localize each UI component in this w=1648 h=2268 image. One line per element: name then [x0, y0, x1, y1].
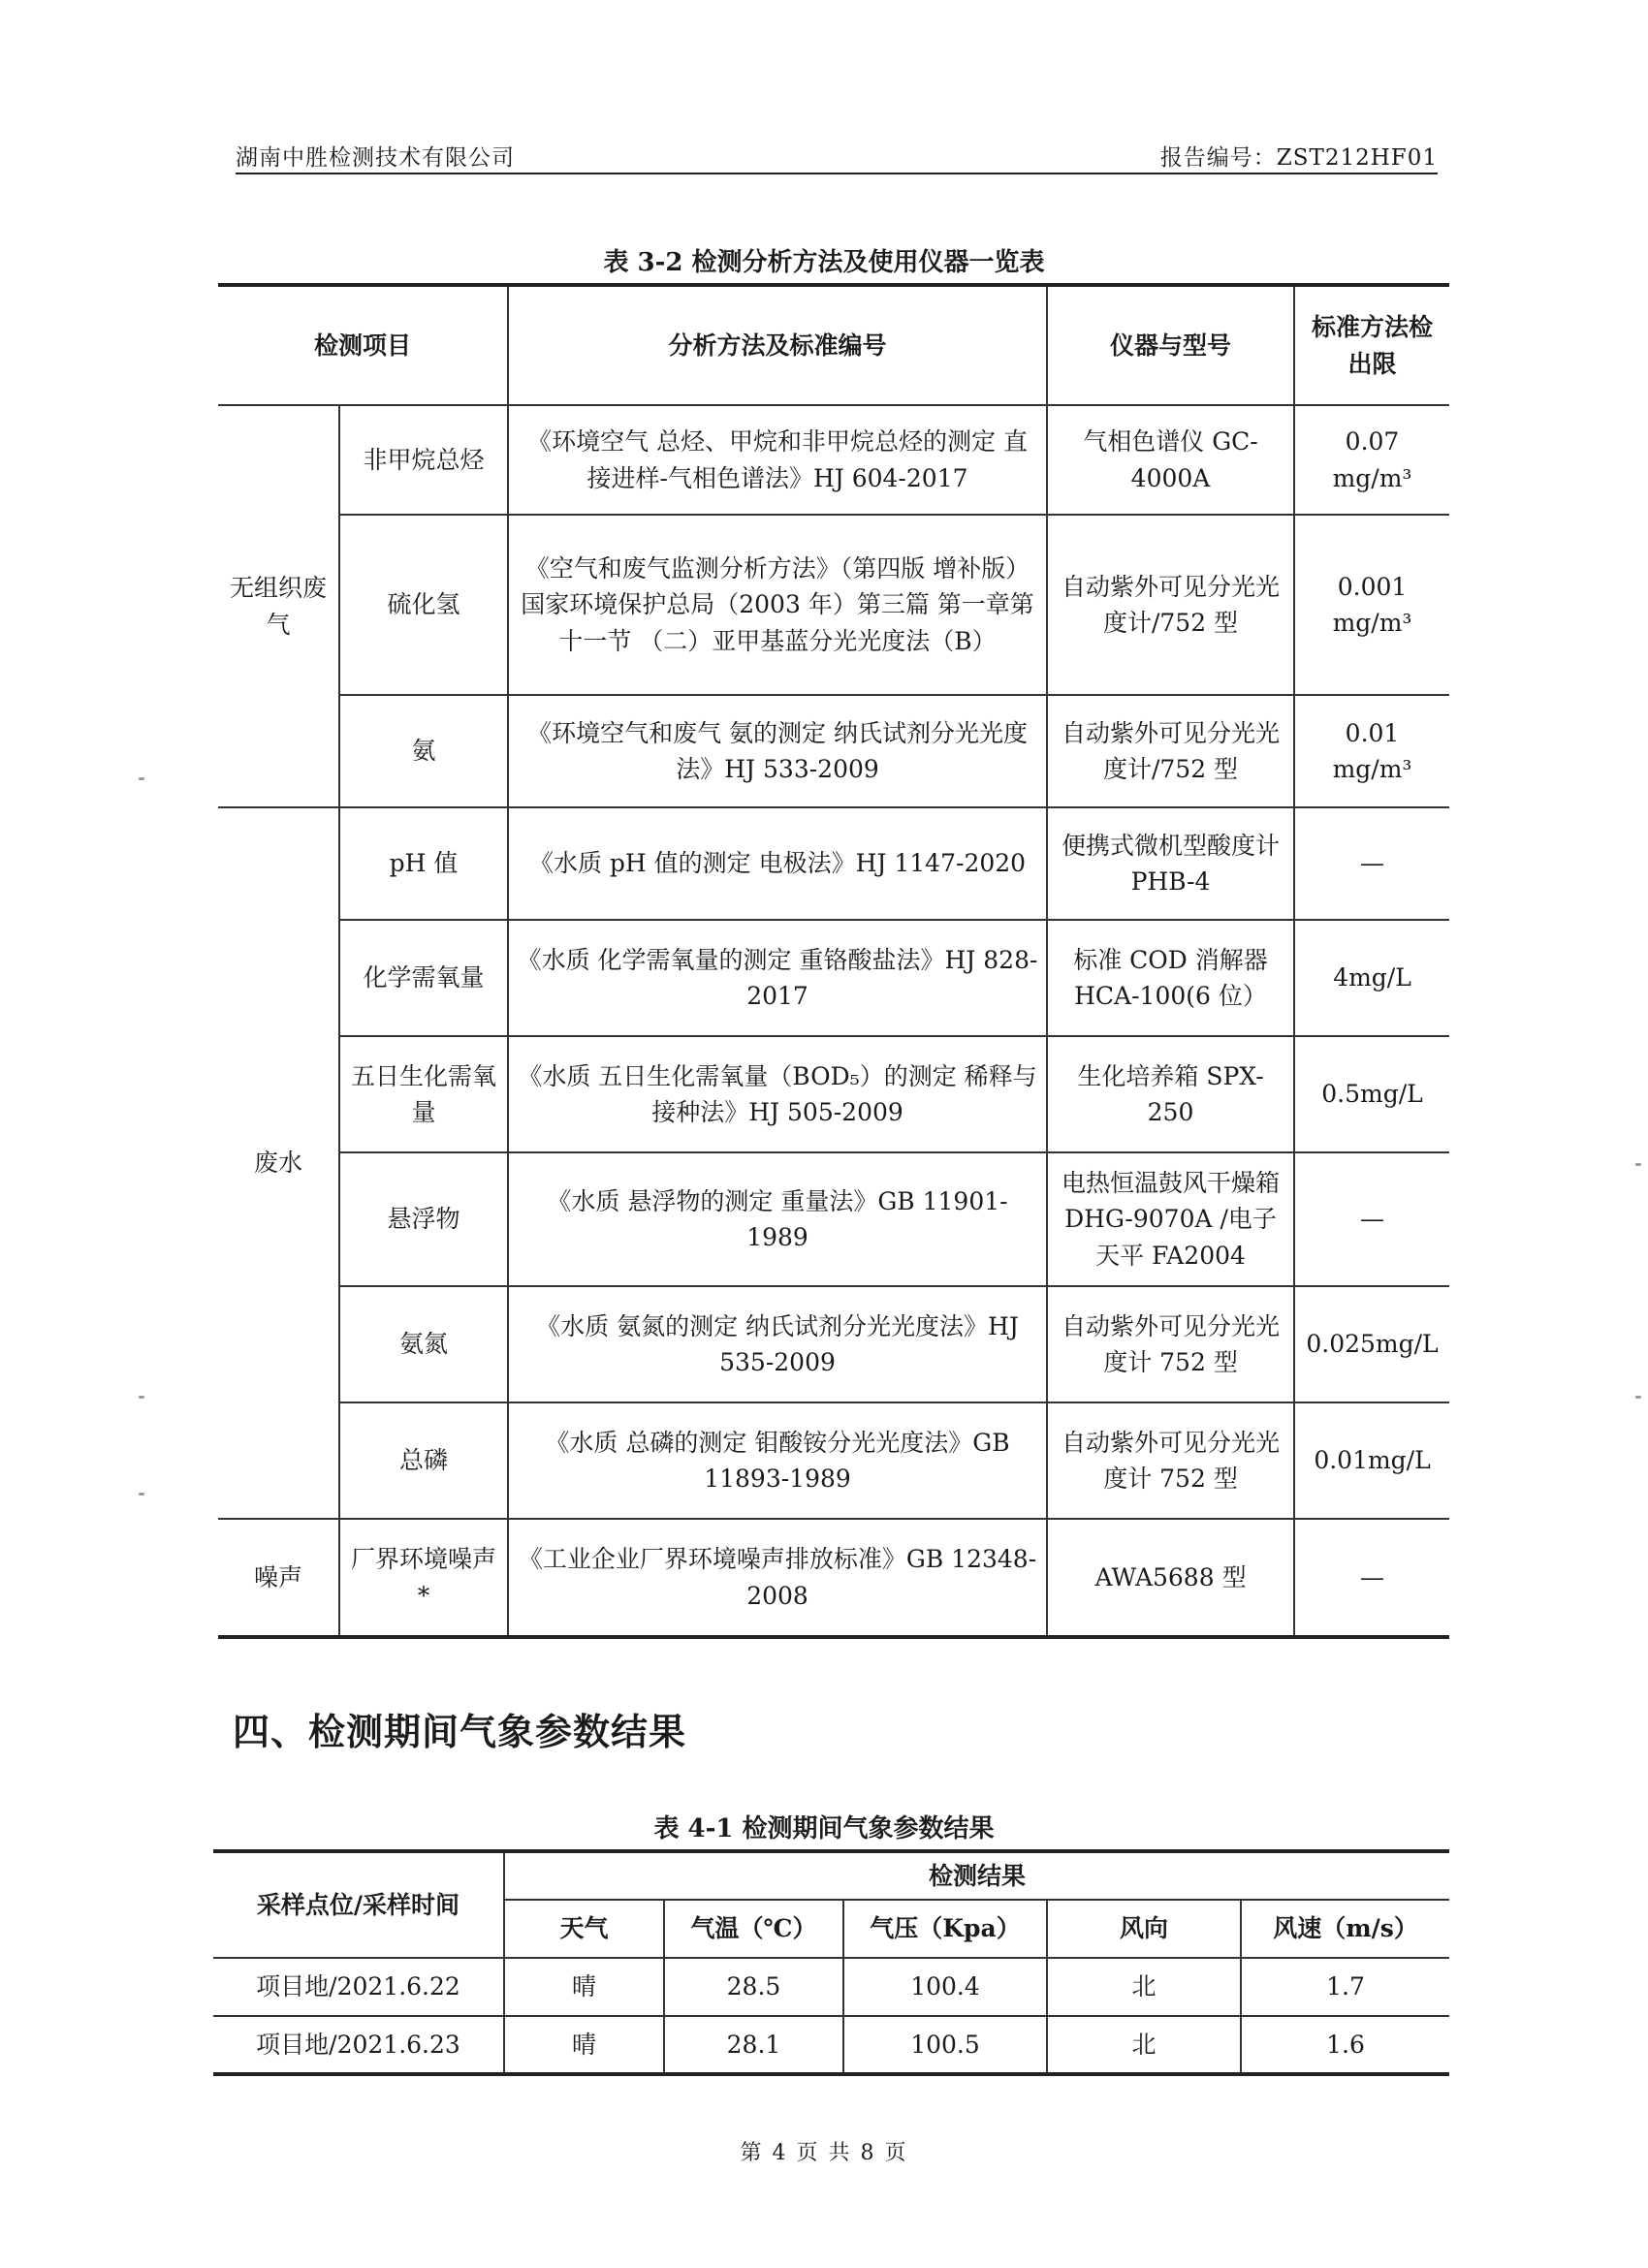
limit-cell: 0.025mg/L	[1294, 1286, 1449, 1402]
scan-speck	[1635, 1396, 1641, 1399]
col-temperature: 气温（℃）	[664, 1900, 843, 1958]
table-row	[218, 1152, 1449, 1286]
header-item: 检测项目	[218, 285, 508, 405]
method-cell: 《环境空气 总烃、甲烷和非甲烷总烃的测定 直接进样-气相色谱法》HJ 604-2017	[508, 405, 1047, 515]
wind-direction-cell: 北	[1047, 2016, 1241, 2074]
table-4-1-caption: 表 4-1 检测期间气象参数结果	[653, 1814, 995, 1843]
limit-cell: 0.07 mg/m³	[1294, 405, 1449, 515]
page-number: 第 4 页 共 8 页	[740, 2141, 908, 2165]
scan-speck	[139, 777, 144, 780]
limit-cell: —	[1294, 807, 1449, 920]
table-row	[218, 695, 1449, 807]
wind-speed-cell: 1.7	[1241, 1958, 1449, 2016]
weather-cell: 晴	[504, 2016, 664, 2074]
table-row	[213, 2016, 1449, 2074]
limit-cell: 0.01mg/L	[1294, 1402, 1449, 1519]
item-cell: 五日生化需氧量	[339, 1036, 508, 1152]
table-row	[218, 1286, 1449, 1402]
wind-direction-cell: 北	[1047, 1958, 1241, 2016]
temperature-cell: 28.1	[664, 2016, 843, 2074]
page-header	[236, 136, 1438, 174]
limit-cell: —	[1294, 1152, 1449, 1286]
method-cell: 《水质 化学需氧量的测定 重铬酸盐法》HJ 828-2017	[508, 920, 1047, 1036]
table-row	[218, 920, 1449, 1036]
wind-speed-cell: 1.6	[1241, 2016, 1449, 2074]
item-cell: 氨氮	[339, 1286, 508, 1402]
header-instrument: 仪器与型号	[1047, 285, 1294, 405]
method-cell: 《水质 悬浮物的测定 重量法》GB 11901-1989	[508, 1152, 1047, 1286]
limit-cell: —	[1294, 1519, 1449, 1637]
instrument-cell: 自动紫外可见分光光度计 752 型	[1047, 1286, 1294, 1402]
scan-speck	[139, 1493, 144, 1496]
methods-table	[218, 283, 1449, 1639]
report-number: 报告编号：ZST212HF01	[1159, 145, 1438, 171]
group-label: 废水	[218, 807, 339, 1519]
header-limit: 标准方法检出限	[1294, 285, 1449, 405]
instrument-cell: 生化培养箱 SPX-250	[1047, 1036, 1294, 1152]
scan-speck	[139, 1396, 144, 1399]
method-cell: 《环境空气和废气 氨的测定 纳氏试剂分光光度法》HJ 533-2009	[508, 695, 1047, 807]
point-cell: 项目地/2021.6.23	[213, 2016, 504, 2074]
instrument-cell: 自动紫外可见分光光度计/752 型	[1047, 515, 1294, 695]
temperature-cell: 28.5	[664, 1958, 843, 2016]
col-wind-speed: 风速（m/s）	[1241, 1900, 1449, 1958]
pressure-cell: 100.4	[843, 1958, 1047, 2016]
method-cell: 《水质 五日生化需氧量（BOD₅）的测定 稀释与接种法》HJ 505-2009	[508, 1036, 1047, 1152]
item-cell: 氨	[339, 695, 508, 807]
section-heading: 四、检测期间气象参数结果	[233, 1711, 687, 1753]
pressure-cell: 100.5	[843, 2016, 1047, 2074]
instrument-cell: 电热恒温鼓风干燥箱 DHG-9070A /电子天平 FA2004	[1047, 1152, 1294, 1286]
col-weather: 天气	[504, 1900, 664, 1958]
instrument-cell: 自动紫外可见分光光度计 752 型	[1047, 1402, 1294, 1519]
limit-cell: 0.001 mg/m³	[1294, 515, 1449, 695]
instrument-cell: 便携式微机型酸度计 PHB-4	[1047, 807, 1294, 920]
instrument-cell: 标准 COD 消解器 HCA-100(6 位）	[1047, 920, 1294, 1036]
col-wind-direction: 风向	[1047, 1900, 1241, 1958]
method-cell: 《水质 总磷的测定 钼酸铵分光光度法》GB 11893-1989	[508, 1402, 1047, 1519]
instrument-cell: 自动紫外可见分光光度计/752 型	[1047, 695, 1294, 807]
limit-cell: 0.01 mg/m³	[1294, 695, 1449, 807]
group-label: 噪声	[218, 1519, 339, 1637]
weather-cell: 晴	[504, 1958, 664, 2016]
table-row	[218, 1519, 1449, 1637]
item-cell: 悬浮物	[339, 1152, 508, 1286]
method-cell: 《水质 氨氮的测定 纳氏试剂分光光度法》HJ 535-2009	[508, 1286, 1047, 1402]
group-label: 无组织废气	[218, 405, 339, 807]
table-row	[218, 1402, 1449, 1519]
header-method: 分析方法及标准编号	[508, 285, 1047, 405]
limit-cell: 4mg/L	[1294, 920, 1449, 1036]
point-header: 采样点位/采样时间	[213, 1851, 504, 1958]
scan-speck	[1635, 1163, 1641, 1166]
table-row	[213, 1958, 1449, 2016]
result-header: 检测结果	[504, 1851, 1449, 1900]
item-cell: 总磷	[339, 1402, 508, 1519]
table-row	[218, 405, 1449, 515]
limit-cell: 0.5mg/L	[1294, 1036, 1449, 1152]
instrument-cell: 气相色谱仪 GC-4000A	[1047, 405, 1294, 515]
point-cell: 项目地/2021.6.22	[213, 1958, 504, 2016]
item-cell: 化学需氧量	[339, 920, 508, 1036]
instrument-cell: AWA5688 型	[1047, 1519, 1294, 1637]
company-name: 湖南中胜检测技术有限公司	[236, 145, 515, 171]
method-cell: 《空气和废气监测分析方法》（第四版 增补版）国家环境保护总局（2003 年）第三篇 第一章第十一节 （二）亚甲基蓝分光光度法（B）	[508, 515, 1047, 695]
col-pressure: 气压（Kpa）	[843, 1900, 1047, 1958]
item-cell: pH 值	[339, 807, 508, 920]
item-cell: 硫化氢	[339, 515, 508, 695]
method-cell: 《工业企业厂界环境噪声排放标准》GB 12348-2008	[508, 1519, 1047, 1637]
table-row	[218, 515, 1449, 695]
method-cell: 《水质 pH 值的测定 电极法》HJ 1147-2020	[508, 807, 1047, 920]
item-cell: 非甲烷总烃	[339, 405, 508, 515]
table-3-2-caption: 表 3-2 检测分析方法及使用仪器一览表	[603, 248, 1045, 277]
weather-table	[213, 1849, 1449, 2076]
item-cell: 厂界环境噪声*	[339, 1519, 508, 1637]
table-row	[218, 807, 1449, 920]
table-row	[218, 1036, 1449, 1152]
